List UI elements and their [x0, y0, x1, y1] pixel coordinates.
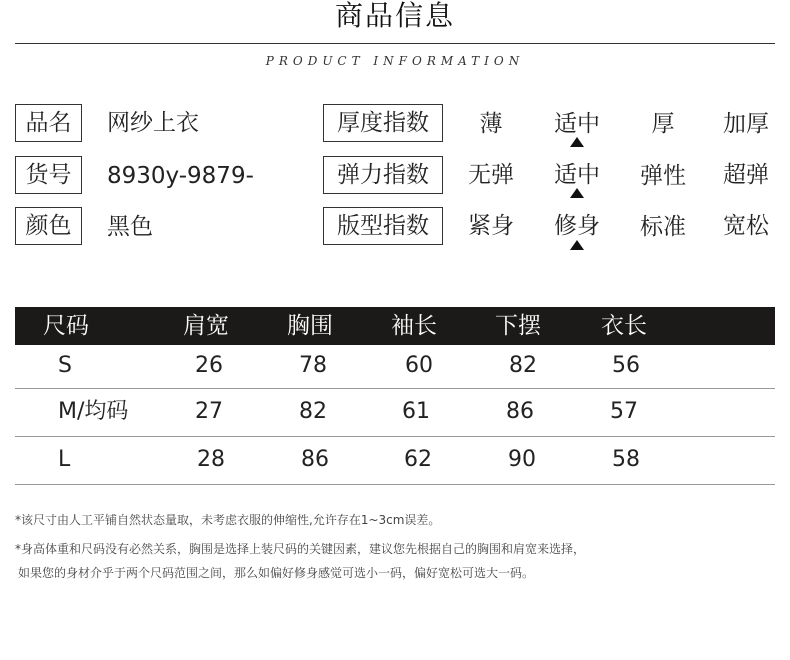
- fit-option-tight: 紧身: [468, 213, 514, 239]
- name-label: 品名: [15, 104, 82, 142]
- title-divider: [15, 43, 775, 44]
- table-cell: 27: [195, 399, 223, 424]
- selected-marker-icon: [570, 240, 584, 250]
- sku-value: 8930y-9879-: [107, 163, 254, 189]
- table-cell: 62: [404, 447, 432, 472]
- fit-option-loose: 宽松: [723, 213, 769, 239]
- elasticity-option-elastic: 弹性: [640, 163, 686, 189]
- table-cell: 86: [506, 399, 534, 424]
- elasticity-option-super: 超弹: [723, 162, 769, 188]
- table-row-size: L: [58, 447, 71, 472]
- thickness-option-thin: 薄: [479, 111, 503, 137]
- selected-marker-icon: [570, 188, 584, 198]
- thickness-option-extra-thick: 加厚: [723, 111, 769, 137]
- row-divider: [15, 436, 775, 437]
- header-bust: 胸围: [287, 313, 333, 339]
- table-cell: 26: [195, 353, 223, 378]
- size-advice-note-continued: 如果您的身材介乎于两个尺码范围之间，那么如偏好修身感觉可选小一码，偏好宽松可选大一码。: [18, 566, 535, 580]
- next-section-title-cutoff: [330, 652, 460, 660]
- thickness-index-label: 厚度指数: [323, 104, 443, 142]
- row-divider: [15, 484, 775, 485]
- measurement-note: *该尺寸由人工平铺自然状态量取，未考虑衣服的伸缩性,允许存在1~3cm误差。: [15, 513, 441, 527]
- section-subtitle: PRODUCT INFORMATION: [265, 54, 525, 68]
- selected-marker-icon: [570, 137, 584, 147]
- table-cell: 28: [197, 447, 225, 472]
- fit-option-standard: 标准: [640, 214, 686, 240]
- table-cell: 61: [402, 399, 430, 424]
- table-row-size: S: [58, 353, 72, 378]
- table-cell: 56: [612, 353, 640, 378]
- table-cell: 86: [301, 447, 329, 472]
- elasticity-option-medium: 适中: [554, 162, 600, 188]
- thickness-option-thick: 厚: [651, 111, 675, 137]
- row-divider: [15, 388, 775, 389]
- table-cell: 57: [610, 399, 638, 424]
- header-size: 尺码: [43, 313, 89, 339]
- color-label: 颜色: [15, 207, 82, 245]
- table-cell: 60: [405, 353, 433, 378]
- table-row-size: M/均码: [58, 399, 129, 424]
- thickness-option-medium: 适中: [554, 111, 600, 137]
- fit-index-label: 版型指数: [323, 207, 443, 245]
- table-cell: 82: [509, 353, 537, 378]
- fit-option-slim: 修身: [554, 213, 600, 239]
- elasticity-option-none: 无弹: [468, 162, 514, 188]
- elasticity-index-label: 弹力指数: [323, 156, 443, 194]
- header-shoulder: 肩宽: [183, 313, 229, 339]
- header-length: 衣长: [601, 313, 647, 339]
- color-value: 黑色: [107, 214, 153, 240]
- name-value: 网纱上衣: [107, 110, 199, 136]
- header-sleeve: 袖长: [391, 313, 437, 339]
- table-cell: 82: [299, 399, 327, 424]
- table-cell: 90: [508, 447, 536, 472]
- table-cell: 78: [299, 353, 327, 378]
- section-title: 商品信息: [334, 0, 455, 32]
- header-hem: 下摆: [495, 313, 541, 339]
- table-cell: 58: [612, 447, 640, 472]
- size-advice-note: *身高体重和尺码没有必然关系，胸围是选择上装尺码的关键因素，建议您先根据自己的胸围和肩宽来选择，: [15, 542, 586, 556]
- sku-label: 货号: [15, 156, 82, 194]
